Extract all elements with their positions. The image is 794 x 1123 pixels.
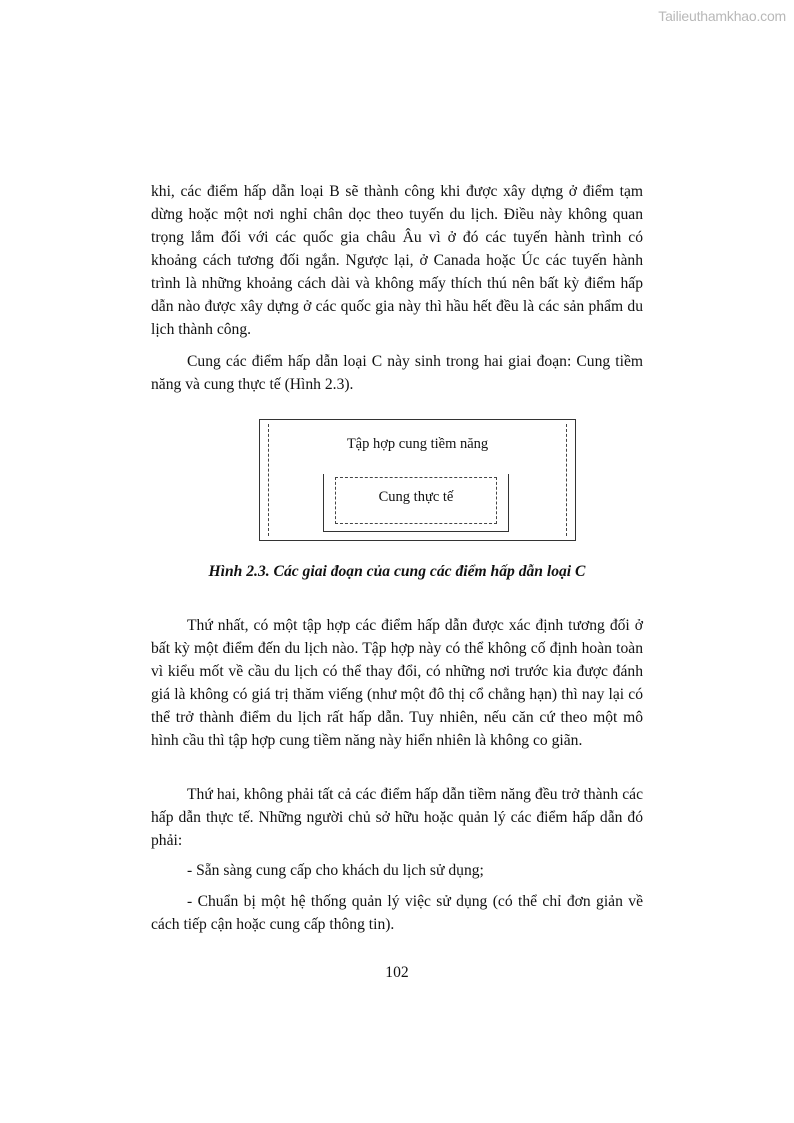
- figure-actual-supply-box: [323, 474, 509, 532]
- list-item-2: - Chuẩn bị một hệ thống quản lý việc sử dụng (có thể chỉ đơn giản về cách tiếp cận hoặc cung cấp thông tin).: [151, 893, 643, 933]
- figure-potential-supply-box: [259, 419, 576, 541]
- list-item-1: - Sẵn sàng cung cấp cho khách du lịch sử dụng;: [187, 862, 484, 879]
- paragraph-3: Thứ nhất, có một tập hợp các điểm hấp dẫn được xác định tương đối ở bất kỳ một điểm đến du lịch nào. Tập hợp này có thể không cố định hoàn toàn vì kiểu mốt về cầu du lịch có thể thay đổi, có những nơi trước kia được đánh giá là không có giá trị thăm viếng (như một đô thị cổ chẳng hạn) thì nay lại có thể trở thành điểm du lịch rất hấp dẫn. Tuy nhiên, nếu căn cứ theo một mô hình cầu thì tập hợp cung tiềm năng này hiển nhiên là không co giãn.: [151, 617, 643, 749]
- paragraph-2: Cung các điểm hấp dẫn loại C này sinh trong hai giai đoạn: Cung tiềm năng và cung thực tế (Hình 2.3).: [151, 353, 643, 393]
- watermark: Tailieuthamkhao.com: [658, 8, 786, 24]
- figure-outer-label: Tập hợp cung tiềm năng: [346, 436, 489, 452]
- paragraph-4: Thứ hai, không phải tất cả các điểm hấp dẫn tiềm năng đều trở thành các hấp dẫn thực tế. Những người chủ sở hữu hoặc quản lý các điểm hấp dẫn đó phải:: [151, 786, 643, 849]
- page-number: 102: [385, 964, 409, 981]
- figure-caption: Hình 2.3. Các giai đoạn của cung các điểm hấp dẫn loại C: [208, 563, 586, 580]
- paragraph-1: khi, các điểm hấp dẫn loại B sẽ thành công khi được xây dựng ở điểm tạm dừng hoặc một nơi nghỉ chân dọc theo tuyến du lịch. Điều này không quan trọng lắm đối với các quốc gia châu Âu vì ở đó các tuyến hành trình có khoảng cách tương đối ngắn. Ngược lại, ở Canada hoặc Úc các tuyến hành trình là những khoảng cách dài và không mấy thích thú nên bất kỳ điểm hấp dẫn nào được xây dựng ở các quốc gia này thì hầu hết đều là các sản phẩm du lịch thành công.: [151, 183, 643, 338]
- figure-inner-label: Cung thực tế: [378, 489, 454, 505]
